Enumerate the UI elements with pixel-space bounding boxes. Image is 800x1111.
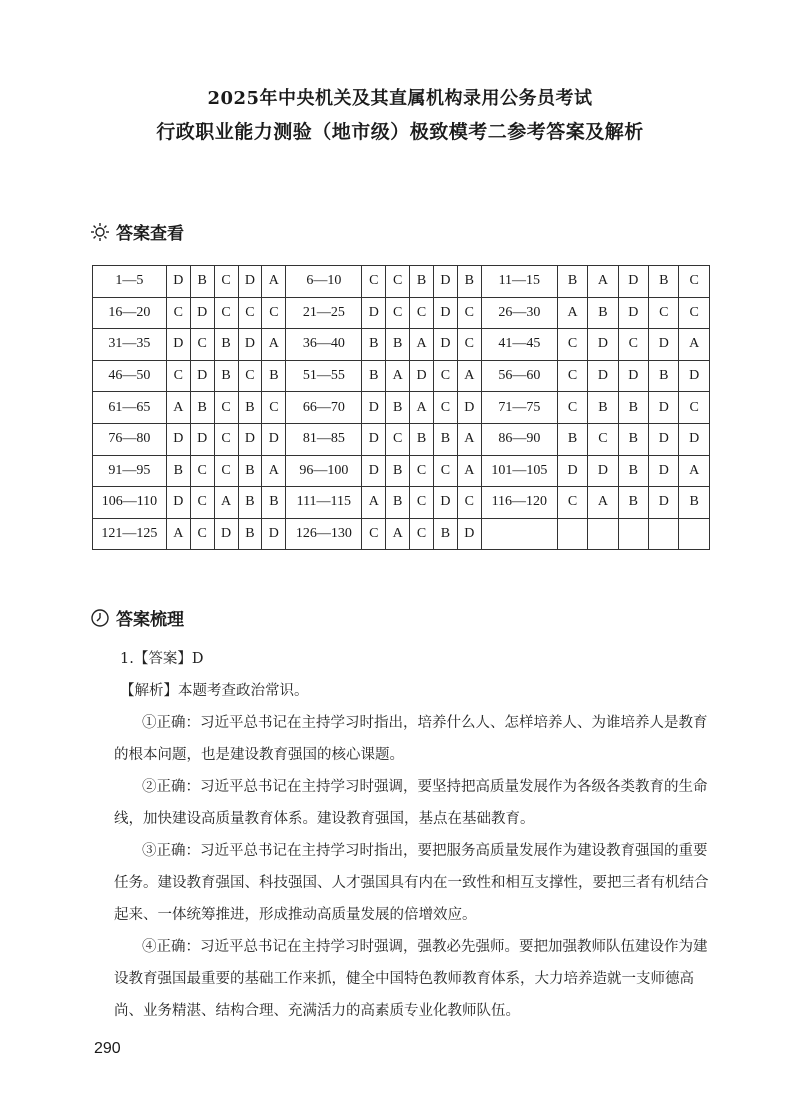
answer-line: 1.【答案】D — [120, 651, 204, 667]
answer-cell: A — [362, 487, 386, 519]
answer-cell: B — [588, 392, 618, 424]
answer-cell: D — [679, 423, 710, 455]
answer-cell: C — [434, 392, 458, 424]
answer-cell: B — [238, 455, 262, 487]
answer-cell: B — [410, 423, 434, 455]
answer-cell: C — [679, 266, 710, 298]
answer-cell: D — [457, 518, 481, 550]
table-row — [93, 297, 710, 329]
table-row — [93, 423, 710, 455]
answer-cell: D — [434, 266, 458, 298]
answer-cell — [649, 518, 679, 550]
answer-cell: A — [386, 360, 410, 392]
explanation-point: ③正确：习近平总书记在主持学习时指出，要把服务高质量发展作为建设教育强国的重要任务。建设教育强国、科技强国、人才强国具有内在一致性和相互支撑性，要把三者有机结合起来、一体统筹推进，形成推动高质量发展的倍增效应。 — [114, 843, 709, 923]
answer-cell: A — [679, 455, 710, 487]
answer-cell: D — [238, 329, 262, 361]
answer-cell: A — [457, 360, 481, 392]
table-row — [93, 518, 710, 550]
answer-cell: C — [386, 423, 410, 455]
answer-cell: B — [166, 455, 190, 487]
question-range: 86—90 — [481, 423, 557, 455]
question-range: 66—70 — [286, 392, 362, 424]
explanation-point: ④正确：习近平总书记在主持学习时强调，强教必先强师。要把加强教师队伍建设作为建设教育强国最重要的基础工作来抓，健全中国特色教师教育体系，大力培养造就一支师德高尚、业务精湛、结构合理、充满活力的高素质专业化教师队伍。 — [114, 939, 708, 1019]
answer-cell: A — [588, 266, 618, 298]
answer-cell: C — [457, 329, 481, 361]
answer-cell: C — [679, 297, 710, 329]
question-range: 126—130 — [286, 518, 362, 550]
answer-table — [92, 265, 710, 550]
answer-cell: D — [618, 360, 648, 392]
answer-cell: C — [679, 392, 710, 424]
answer-cell: D — [649, 329, 679, 361]
answer-cell: B — [362, 360, 386, 392]
answer-cell: C — [238, 297, 262, 329]
answer-cell: D — [588, 360, 618, 392]
answer-cell: D — [649, 423, 679, 455]
answer-cell: C — [262, 297, 286, 329]
question-range: 21—25 — [286, 297, 362, 329]
question-range: 121—125 — [93, 518, 167, 550]
section-answers-heading — [90, 219, 184, 244]
table-row — [93, 266, 710, 298]
answer-cell: C — [214, 423, 238, 455]
answer-cell: A — [166, 392, 190, 424]
answer-cell: C — [557, 392, 587, 424]
question-range: 96—100 — [286, 455, 362, 487]
answer-cell: C — [434, 455, 458, 487]
answer-cell: A — [166, 518, 190, 550]
answer-cell: D — [362, 455, 386, 487]
answer-cell: A — [410, 392, 434, 424]
answer-cell: C — [649, 297, 679, 329]
document-title-line1: 2025年中央机关及其直属机构录用公务员考试 — [207, 88, 593, 109]
answer-cell: D — [618, 266, 648, 298]
answer-cell: A — [588, 487, 618, 519]
answer-cell: C — [457, 297, 481, 329]
clock-icon — [90, 608, 110, 628]
answer-cell: D — [434, 297, 458, 329]
question-range: 76—80 — [93, 423, 167, 455]
question-range: 16—20 — [93, 297, 167, 329]
answer-cell: C — [362, 266, 386, 298]
question-range: 81—85 — [286, 423, 362, 455]
answer-cell: D — [190, 423, 214, 455]
answer-cell: C — [262, 392, 286, 424]
answer-cell: A — [262, 266, 286, 298]
answer-cell: D — [190, 297, 214, 329]
answer-cell: B — [386, 455, 410, 487]
answer-cell: C — [557, 360, 587, 392]
question-range: 26—30 — [481, 297, 557, 329]
answer-cell: C — [166, 297, 190, 329]
question-range: 111—115 — [286, 487, 362, 519]
answer-cell: C — [557, 487, 587, 519]
document-title-line2: 行政职业能力测验（地市级）极致模考二参考答案及解析 — [156, 121, 644, 143]
answer-cell: D — [190, 360, 214, 392]
answer-cell: B — [557, 423, 587, 455]
answer-cell: C — [190, 487, 214, 519]
answer-cell: B — [386, 329, 410, 361]
answer-cell: B — [410, 266, 434, 298]
answer-cell: D — [214, 518, 238, 550]
question-range: 51—55 — [286, 360, 362, 392]
question-range: 6—10 — [286, 266, 362, 298]
answer-cell: C — [362, 518, 386, 550]
answer-cell: C — [214, 297, 238, 329]
answer-cell: D — [679, 360, 710, 392]
question-range: 11—15 — [481, 266, 557, 298]
answer-cell: B — [238, 518, 262, 550]
explanation-block — [114, 643, 714, 1027]
answer-cell: B — [262, 487, 286, 519]
answer-cell: A — [262, 329, 286, 361]
section-review-heading — [90, 605, 184, 630]
answer-cell: C — [214, 266, 238, 298]
answer-cell: C — [588, 423, 618, 455]
answer-cell: D — [238, 423, 262, 455]
answer-cell: C — [238, 360, 262, 392]
table-row — [93, 392, 710, 424]
question-range: 1—5 — [93, 266, 167, 298]
explanation-point: ②正确：习近平总书记在主持学习时强调，要坚持把高质量发展作为各级各类教育的生命线，加快建设高质量教育体系。建设教育强国，基点在基础教育。 — [114, 779, 708, 827]
answer-cell: B — [649, 360, 679, 392]
answer-cell: B — [386, 392, 410, 424]
table-row — [93, 455, 710, 487]
answer-cell: A — [410, 329, 434, 361]
answer-cell: C — [190, 455, 214, 487]
question-range: 46—50 — [93, 360, 167, 392]
answer-cell: D — [557, 455, 587, 487]
answer-cell: D — [649, 487, 679, 519]
answer-cell: C — [457, 487, 481, 519]
table-row — [93, 487, 710, 519]
question-range — [481, 518, 557, 550]
answer-cell: A — [214, 487, 238, 519]
answer-cell: B — [618, 392, 648, 424]
explanation-point: ①正确：习近平总书记在主持学习时指出，培养什么人、怎样培养人、为谁培养人是教育的根本问题，也是建设教育强国的核心课题。 — [114, 715, 708, 763]
answer-cell — [557, 518, 587, 550]
answer-cell: C — [386, 297, 410, 329]
answer-cell: D — [434, 487, 458, 519]
answer-cell: C — [214, 455, 238, 487]
answer-cell: A — [386, 518, 410, 550]
answer-cell: C — [190, 329, 214, 361]
answer-cell: B — [190, 392, 214, 424]
answer-cell: B — [238, 392, 262, 424]
answer-cell: C — [190, 518, 214, 550]
answer-cell — [679, 518, 710, 550]
answer-cell: D — [166, 423, 190, 455]
answer-cell: B — [457, 266, 481, 298]
answer-cell: D — [262, 423, 286, 455]
answer-cell: A — [679, 329, 710, 361]
answer-cell: B — [190, 266, 214, 298]
analysis-line: 【解析】本题考查政治常识。 — [120, 683, 309, 699]
answer-cell: B — [434, 518, 458, 550]
answer-cell: D — [434, 329, 458, 361]
answer-cell: D — [362, 392, 386, 424]
section-review-label: 答案梳理 — [116, 610, 184, 630]
sun-icon — [90, 222, 110, 242]
answer-cell: D — [362, 423, 386, 455]
answer-cell: B — [618, 455, 648, 487]
answer-cell: C — [214, 392, 238, 424]
answer-cell: B — [679, 487, 710, 519]
answer-cell: D — [618, 297, 648, 329]
answer-cell: D — [238, 266, 262, 298]
question-range: 41—45 — [481, 329, 557, 361]
answer-cell: A — [457, 455, 481, 487]
section-answers-label: 答案查看 — [116, 224, 184, 244]
answer-cell: A — [557, 297, 587, 329]
question-range: 71—75 — [481, 392, 557, 424]
table-row — [93, 360, 710, 392]
answer-cell: C — [618, 329, 648, 361]
answer-cell: D — [362, 297, 386, 329]
answer-cell: B — [214, 360, 238, 392]
page-number: 290 — [94, 1040, 121, 1057]
answer-cell: D — [166, 266, 190, 298]
question-range: 106—110 — [93, 487, 167, 519]
answer-cell: D — [166, 329, 190, 361]
answer-cell: B — [214, 329, 238, 361]
answer-cell: D — [262, 518, 286, 550]
answer-cell: B — [262, 360, 286, 392]
answer-cell: B — [618, 487, 648, 519]
answer-cell — [618, 518, 648, 550]
answer-cell: B — [588, 297, 618, 329]
answer-cell: B — [362, 329, 386, 361]
answer-cell: C — [386, 266, 410, 298]
question-range: 36—40 — [286, 329, 362, 361]
question-range: 56—60 — [481, 360, 557, 392]
answer-cell: B — [434, 423, 458, 455]
answer-cell: C — [410, 518, 434, 550]
answer-cell: A — [262, 455, 286, 487]
table-row — [93, 329, 710, 361]
answer-cell: B — [618, 423, 648, 455]
answer-cell: C — [410, 455, 434, 487]
answer-cell: D — [166, 487, 190, 519]
question-range: 61—65 — [93, 392, 167, 424]
answer-cell: B — [649, 266, 679, 298]
answer-cell: C — [434, 360, 458, 392]
answer-cell: B — [238, 487, 262, 519]
answer-cell: B — [386, 487, 410, 519]
answer-cell: D — [649, 455, 679, 487]
answer-cell: D — [588, 329, 618, 361]
answer-cell: A — [457, 423, 481, 455]
answer-cell: D — [410, 360, 434, 392]
answer-cell: C — [557, 329, 587, 361]
answer-cell: C — [166, 360, 190, 392]
question-range: 101—105 — [481, 455, 557, 487]
answer-cell — [588, 518, 618, 550]
question-range: 116—120 — [481, 487, 557, 519]
answer-cell: D — [588, 455, 618, 487]
answer-cell: D — [649, 392, 679, 424]
answer-cell: D — [457, 392, 481, 424]
question-range: 31—35 — [93, 329, 167, 361]
answer-cell: B — [557, 266, 587, 298]
answer-cell: C — [410, 297, 434, 329]
question-range: 91—95 — [93, 455, 167, 487]
answer-cell: C — [410, 487, 434, 519]
